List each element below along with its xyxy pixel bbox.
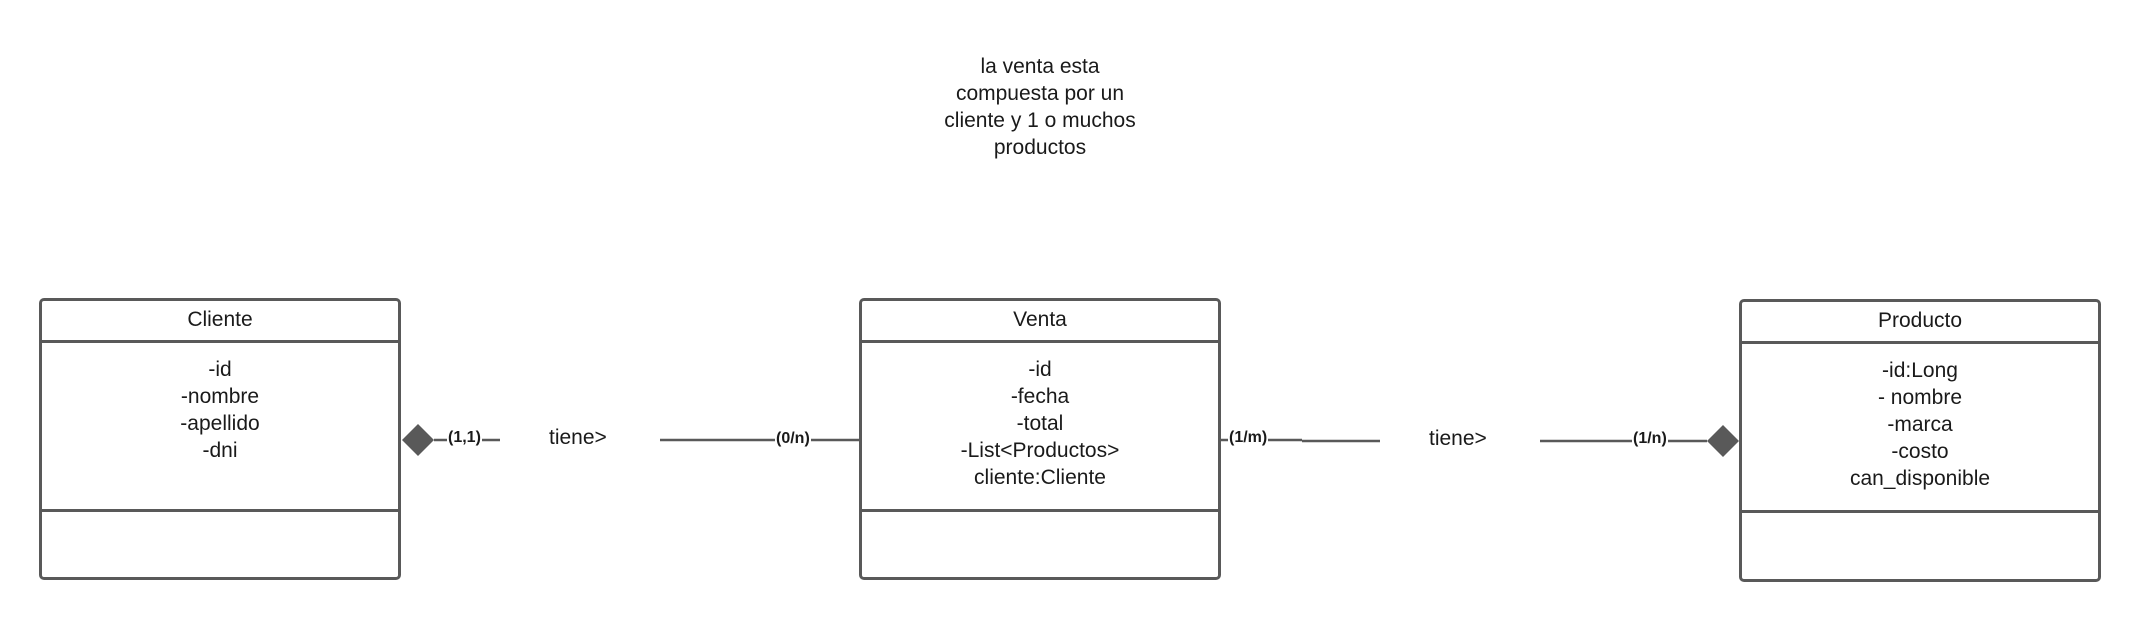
attribute: -List<Productos> <box>960 439 1120 462</box>
composition-diamond-cliente <box>402 424 434 456</box>
attribute: -dni <box>202 439 238 462</box>
class-name: Cliente <box>42 301 398 343</box>
attribute: -id <box>1028 358 1052 381</box>
class-name: Venta <box>862 301 1218 343</box>
attribute: -nombre <box>180 385 260 408</box>
note-line: la venta esta <box>980 55 1100 78</box>
attribute: -fecha <box>1010 385 1070 408</box>
class-producto[interactable] <box>1739 299 2101 582</box>
relation-label-cliente-venta: tiene> <box>549 426 607 449</box>
class-name: Producto <box>1742 302 2098 344</box>
attributes-section <box>862 343 1218 512</box>
relation-label-venta-producto: tiene> <box>1429 427 1487 450</box>
multiplicity-venta-right: (1/m) <box>1229 429 1268 446</box>
multiplicity-cliente: (1,1) <box>448 429 481 446</box>
composition-diamond-producto <box>1707 425 1739 457</box>
attributes-section <box>1742 344 2098 513</box>
attribute: -id:Long <box>1882 359 1958 382</box>
attribute: - nombre <box>1877 386 1963 409</box>
attribute: -costo <box>1891 440 1949 463</box>
note-line: cliente y 1 o muchos <box>944 109 1136 132</box>
multiplicity-producto: (1/n) <box>1633 430 1667 447</box>
attribute: cliente:Cliente <box>974 466 1106 489</box>
attribute: can_disponible <box>1849 467 1991 490</box>
note-line: compuesta por un <box>955 82 1125 105</box>
attribute: -apellido <box>180 412 260 435</box>
attribute: -id <box>208 358 232 381</box>
class-cliente[interactable] <box>39 298 401 580</box>
attribute: -marca <box>1887 413 1953 436</box>
note-line: productos <box>993 136 1087 159</box>
attributes-section <box>42 343 398 512</box>
attribute: -total <box>1016 412 1064 435</box>
class-venta[interactable] <box>859 298 1221 580</box>
multiplicity-venta-left: (0/n) <box>776 430 810 447</box>
